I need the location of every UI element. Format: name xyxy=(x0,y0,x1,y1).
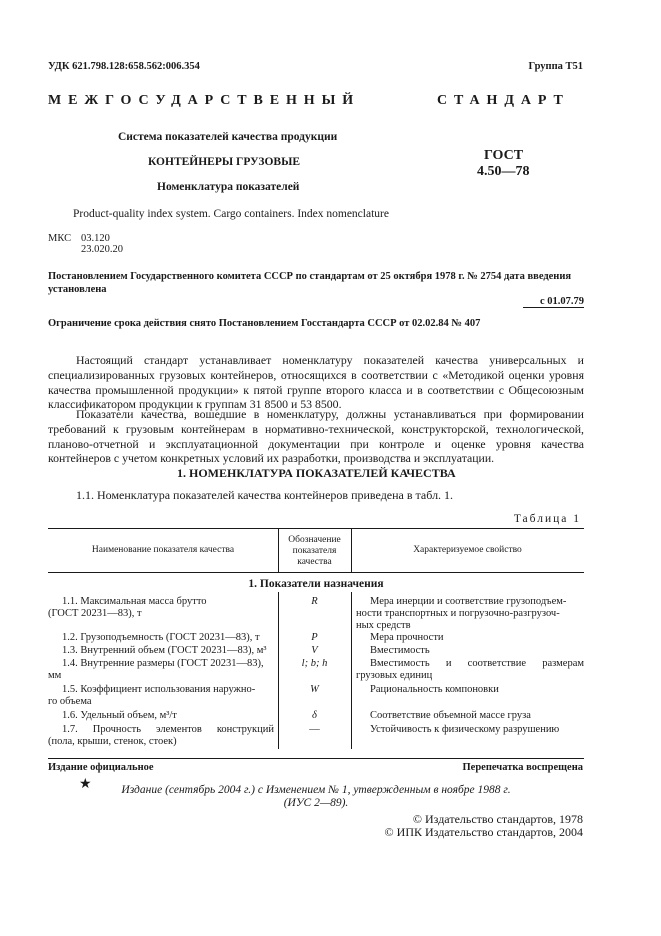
table-row-prop-1-6: Соответствие объемной массе груза xyxy=(370,710,531,721)
intro-paragraph-1: Настоящий стандарт устанавливает номенклатуру показателей качества универсальных и специализированных грузовых контейнеров, относящихся в соответствии с «Методикой оценки уровня качества промышленной продукции» к пятой группе второго класса и в соответствии с Общесоюзным классификатором продукции к группам 31 8500 и 53 8500. xyxy=(48,353,584,412)
table-top-border xyxy=(48,528,584,529)
table-row-name-1-5b: го объема xyxy=(48,696,92,707)
col-header-property: Характеризуемое свойство xyxy=(413,545,522,555)
official-edition: Издание официальное xyxy=(48,762,154,773)
table-caption: Таблица 1 xyxy=(513,513,581,525)
gost-label: ГОСТ xyxy=(484,148,524,163)
table-row-prop-1-1b: ности транспортных и погрузочно-разгрузоч- xyxy=(356,608,560,619)
section-heading: 1. НОМЕНКЛАТУРА ПОКАЗАТЕЛЕЙ КАЧЕСТВА xyxy=(177,466,456,480)
footer-rule xyxy=(48,758,584,759)
intro-paragraph-2: Показатели качества, вошедшие в номенклатуру, должны устанавливаться при формировании требований к грузовым контейнерам в нормативно-технической, конструкторской, технологической, планово-отчетной и эксплуатационной документации при контроле и оценке уровня качества контейнеров с учетом конкретных условий их разработки, производства и эксплуатации. xyxy=(48,407,584,466)
table-row-symbol-1-3: V xyxy=(311,645,318,656)
main-title: КОНТЕЙНЕРЫ ГРУЗОВЫЕ xyxy=(148,156,301,168)
gost-number: 4.50—78 xyxy=(477,164,530,179)
col-header-symbol-3: качества xyxy=(297,557,332,567)
table-row-name-1-4b: мм xyxy=(48,670,62,681)
table-row-symbol-1-7: — xyxy=(309,724,320,735)
table-row-name-1-6: 1.6. Удельный объем, м³/т xyxy=(62,710,177,721)
table-row-prop-1-4b: грузовых единиц xyxy=(356,670,433,681)
table-row-symbol-1-5: W xyxy=(310,684,319,695)
banner-right: СТАНДАРТ xyxy=(437,93,570,108)
mks-label: МКС xyxy=(48,233,72,244)
table-row-symbol-1-4: l; b; h xyxy=(301,658,328,669)
table-row-prop-1-4a: Вместимость и соответствие размерам xyxy=(370,658,584,669)
reprint-notice: Перепечатка воспрещена xyxy=(462,762,583,773)
table-row-symbol-1-1: R xyxy=(311,596,318,607)
restriction-text: Ограничение срока действия снято Постановлением Госстандарта СССР от 02.02.84 № 407 xyxy=(48,318,481,329)
mks-code-2: 23.020.20 xyxy=(81,244,123,255)
col-header-symbol-2: показателя xyxy=(292,546,337,556)
table-row-symbol-1-2: P xyxy=(311,632,318,643)
star-icon: ★ xyxy=(79,777,92,792)
table-row-name-1-1a: 1.1. Максимальная масса брутто xyxy=(62,596,207,607)
table-row-prop-1-3: Вместимость xyxy=(370,645,430,656)
edition-note-1: Издание (сентябрь 2004 г.) с Изменением № 1, утвержденным в ноябре 1988 г. xyxy=(121,784,511,796)
table-row-name-1-5a: 1.5. Коэффициент использования наружно- xyxy=(62,684,256,695)
edition-note-2: (ИУС 2—89). xyxy=(283,797,349,809)
table-row-symbol-1-6: δ xyxy=(312,710,317,721)
system-title: Система показателей качества продукции xyxy=(118,131,338,143)
decree-text: Постановлением Государственного комитета СССР по стандартам от 25 октября 1978 г. № 2754 дата введения установлена xyxy=(48,271,572,295)
sub-title: Номенклатура показателей xyxy=(157,181,300,193)
group-heading: 1. Показатели назначения xyxy=(248,578,384,590)
group-code: Группа Т51 xyxy=(528,61,583,72)
copyright-1978: © Издательство стандартов, 1978 xyxy=(412,812,583,826)
decree-date: с 01.07.79 xyxy=(539,296,584,307)
banner-left: МЕЖГОСУДАРСТВЕННЫЙ xyxy=(48,93,361,108)
table-row-prop-1-7: Устойчивость к физическому разрушению xyxy=(370,724,560,735)
clause-1-1: 1.1. Номенклатура показателей качества контейнеров приведена в табл. 1. xyxy=(76,488,454,502)
mks-code-1: 03.120 xyxy=(81,233,110,244)
table-row-prop-1-5: Рациональность компоновки xyxy=(370,684,499,695)
table-row-name-1-4a: 1.4. Внутренние размеры (ГОСТ 20231—83), xyxy=(62,658,264,669)
table-row-prop-1-1a: Мера инерции и соответствие грузоподъем- xyxy=(370,596,567,607)
date-underline xyxy=(523,307,584,308)
table-row-prop-1-1c: ных средств xyxy=(356,620,411,631)
table-row-name-1-7b: (пола, крыши, стенок, стоек) xyxy=(48,736,177,747)
table-header-bottom-border xyxy=(48,572,584,573)
body-divider-2 xyxy=(351,592,352,749)
table-row-name-1-3: 1.3. Внутренний объем (ГОСТ 20231—83), м³ xyxy=(62,645,267,656)
udk-code: УДК 621.798.128:658.562:006.354 xyxy=(48,61,200,72)
table-row-name-1-2: 1.2. Грузоподъемность (ГОСТ 20231—83), т xyxy=(62,632,260,643)
table-row-name-1-7a: 1.7. Прочность элементов конструкций xyxy=(62,724,274,735)
table-row-name-1-1b: (ГОСТ 20231—83), т xyxy=(48,608,142,619)
col-header-name: Наименование показателя качества xyxy=(91,545,235,555)
copyright-2004: © ИПК Издательство стандартов, 2004 xyxy=(384,825,583,839)
english-title: Product-quality index system. Cargo containers. Index nomenclature xyxy=(73,208,389,220)
col-header-symbol-1: Обозначение xyxy=(288,535,341,545)
table-row-prop-1-2: Мера прочности xyxy=(370,632,444,643)
